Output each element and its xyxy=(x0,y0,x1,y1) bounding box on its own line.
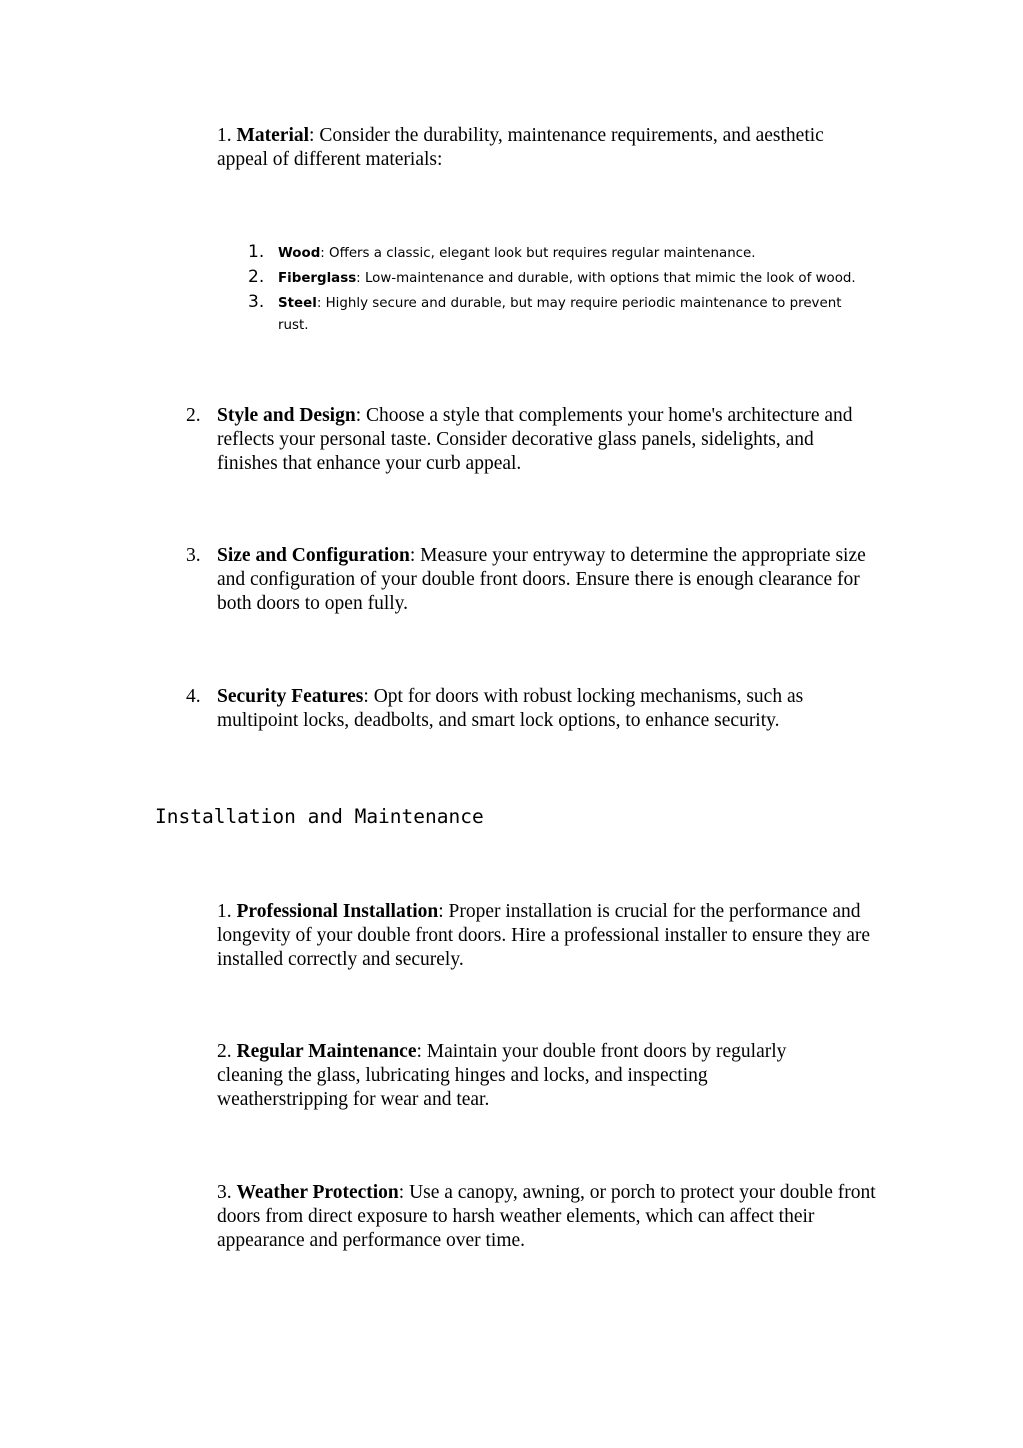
subitem-term: Steel xyxy=(278,296,317,311)
subitem-text: : Low-maintenance and durable, with options that mimic the look of wood. xyxy=(356,271,856,286)
item-text: : Opt for doors with robust locking mechanisms, such as multipoint locks, deadbolts, and smart lock options, to enhance security. xyxy=(217,686,804,731)
item-term: Regular Maintenance xyxy=(236,1041,417,1062)
item-text: : Proper installation is crucial for the performance and longevity of your double front doors. Hire a professional installer to ensure they are installed correctly and securely. xyxy=(217,901,871,970)
subitem-text: : Offers a classic, elegant look but requires regular maintenance. xyxy=(320,246,756,261)
item-number: 2. xyxy=(186,405,201,426)
item-number: 2. xyxy=(217,1041,232,1062)
item-text: : Maintain your double front doors by regularly cleaning the glass, lubricating hinges and locks, and inspecting weatherstripping for wear and tear. xyxy=(217,1041,787,1110)
subitem-number: 2. xyxy=(248,267,265,287)
subitem-text: : Highly secure and durable, but may require periodic maintenance to prevent rust. xyxy=(278,296,842,333)
item-text: : Measure your entryway to determine the appropriate size and configuration of your double front doors. Ensure there is enough clearance for both doors to open fully. xyxy=(217,545,866,614)
installation-item xyxy=(217,1040,842,1112)
material-text: : Consider the durability, maintenance requirements, and aesthetic appeal of different materials: xyxy=(217,125,824,170)
item-number: 3. xyxy=(217,1182,232,1203)
subitem-number: 3. xyxy=(248,292,265,312)
installation-item xyxy=(217,1181,877,1253)
material-number: 1. xyxy=(217,125,232,146)
subitem-number: 1. xyxy=(248,242,265,262)
subitem-term: Fiberglass xyxy=(278,271,357,286)
item-text: : Choose a style that complements your home's architecture and reflects your personal taste. Consider decorative glass panels, sidelights, and finishes that enhance your curb appeal. xyxy=(217,405,853,474)
item-text: : Use a canopy, awning, or porch to protect your double front doors from direct exposure to harsh weather elements, which can affect their appearance and performance over time. xyxy=(217,1182,876,1251)
item-term: Professional Installation xyxy=(236,901,439,922)
item-term: Weather Protection xyxy=(236,1182,399,1203)
subitem-term: Wood xyxy=(278,246,321,261)
installation-item xyxy=(217,900,877,972)
material-term: Material xyxy=(236,125,310,146)
item-term: Security Features xyxy=(217,686,364,707)
item-term: Size and Configuration xyxy=(217,545,410,566)
section-heading: Installation and Maintenance xyxy=(155,805,484,828)
item-term: Style and Design xyxy=(217,405,356,426)
item-number: 3. xyxy=(186,545,201,566)
item-number: 4. xyxy=(186,686,201,707)
material-item xyxy=(217,124,877,172)
item-number: 1. xyxy=(217,901,232,922)
